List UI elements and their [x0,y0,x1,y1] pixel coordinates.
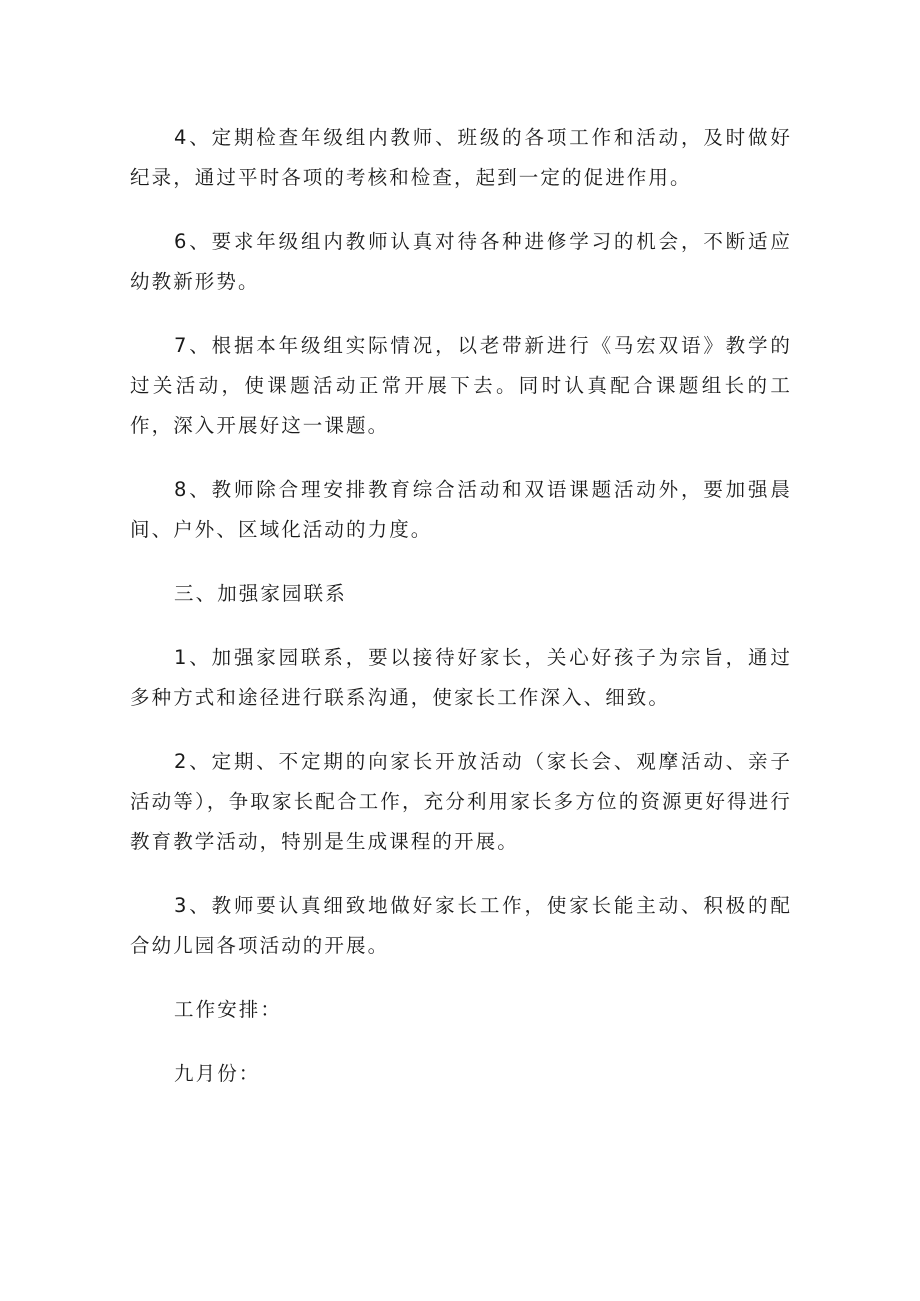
paragraph-item-7: 7、根据本年级组实际情况，以老带新进行《马宏双语》教学的过关活动，使课题活动正常开展下去。同时认真配合课题组长的工作，深入开展好这一课题。 [130,334,792,437]
paragraph-item-8: 8、教师除合理安排教育综合活动和双语课题活动外，要加强晨间、户外、区域化活动的力度。 [130,478,792,541]
paragraph-item-2: 2、定期、不定期的向家长开放活动（家长会、观摩活动、亲子活动等），争取家长配合工作，充分利用家长多方位的资源更好得进行教育教学活动，特别是生成课程的开展。 [130,750,792,853]
paragraph-item-4: 4、定期检查年级组内教师、班级的各项工作和活动，及时做好纪录，通过平时各项的考核和检查，起到一定的促进作用。 [130,126,792,189]
paragraph-item-6: 6、要求年级组内教师认真对待各种进修学习的机会，不断适应幼教新形势。 [130,230,792,293]
section-heading-work-schedule: 工作安排： [174,998,283,1021]
section-heading-home-school: 三、加强家园联系 [174,582,347,605]
paragraph-item-1: 1、加强家园联系，要以接待好家长，关心好孩子为宗旨，通过多种方式和途径进行联系沟通，使家长工作深入、细致。 [130,646,792,709]
section-heading-september: 九月份： [174,1062,261,1085]
paragraph-item-3: 3、教师要认真细致地做好家长工作，使家长能主动、积极的配合幼儿园各项活动的开展。 [130,894,792,957]
document-body [130,118,792,1118]
